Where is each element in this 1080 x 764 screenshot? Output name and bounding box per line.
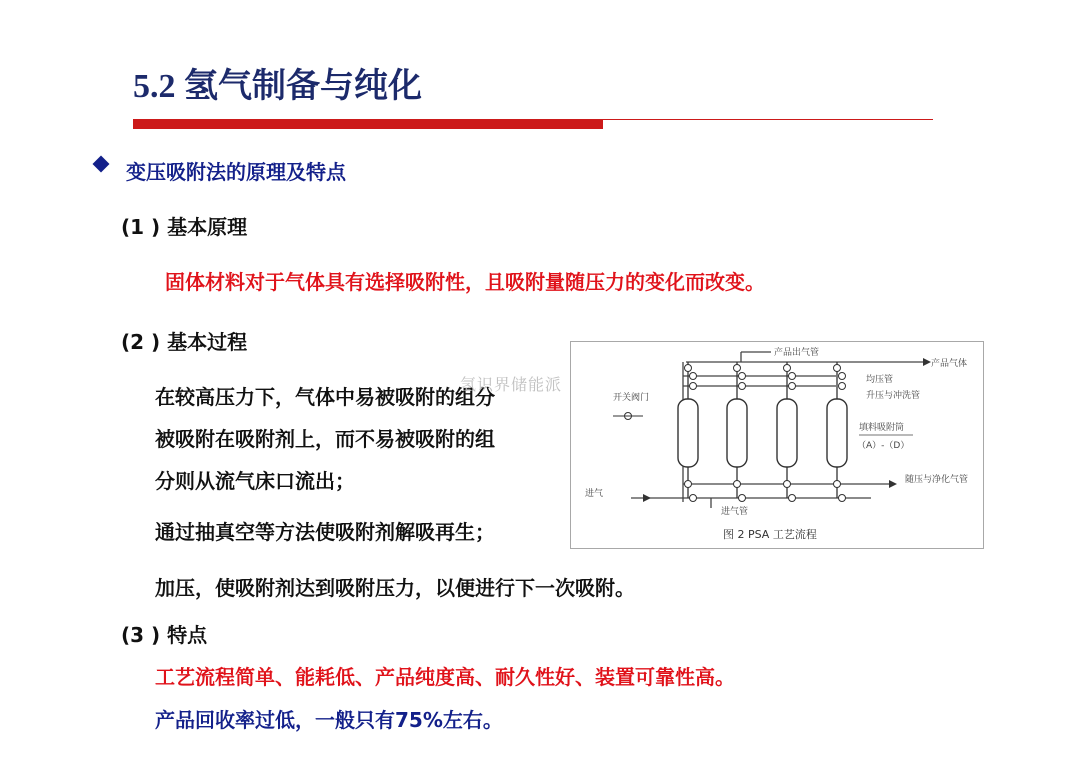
diamond-bullet-icon (93, 156, 110, 173)
section2-line-3: 分则从流气床口流出； (155, 469, 355, 493)
section2-line-5: 加压，使吸附剂达到吸附压力，以便进行下一次吸附。 (155, 576, 635, 600)
section3-blue-line: 产品回收率过低，一般只有75%左右。 (155, 708, 503, 732)
label-depress-pipe: 均压管 (866, 375, 894, 385)
section3-label: (3 ) 特点 (121, 623, 208, 647)
label-product-pipe: 产品出气管 (774, 348, 820, 358)
section1-text: 固体材料对于气体具有选择吸附性，且吸附量随压力的变化而改变。 (165, 270, 765, 294)
label-inlet: 进气 (585, 489, 604, 499)
section-heading: 变压吸附法的原理及特点 (126, 160, 346, 184)
section2-line-4: 通过抽真空等方法使吸附剂解吸再生； (155, 520, 495, 544)
section3-red-line: 工艺流程简单、能耗低、产品纯度高、耐久性好、装置可靠性高。 (155, 665, 735, 689)
label-switch-valve: 开关阀门 (613, 393, 650, 403)
section2-line-1: 在较高压力下，气体中易被吸附的组分 (155, 385, 495, 409)
watermark: 氢识界储能派 (460, 375, 563, 394)
label-inlet-pipe: 进气管 (721, 507, 749, 517)
section2-label: (2 ) 基本过程 (121, 330, 248, 354)
psa-process-diagram (570, 341, 984, 549)
page-title: 5.2 氢气制备与纯化 (133, 68, 422, 105)
label-product-gas: 产品气体 (931, 359, 968, 369)
label-adsorber: 填料吸附筒 (859, 423, 905, 433)
diagram-caption: 图 2 PSA 工艺流程 (723, 528, 817, 541)
label-rinse-pipe: 升压与冲洗管 (866, 391, 921, 401)
label-range: （A）-（D） (857, 441, 910, 451)
title-underline-thick (133, 119, 603, 129)
section1-label: (1 ) 基本原理 (121, 215, 248, 239)
label-outlet-pipe: 随压与净化气管 (905, 475, 969, 485)
section2-line-2: 被吸附在吸附剂上，而不易被吸附的组 (155, 427, 495, 451)
